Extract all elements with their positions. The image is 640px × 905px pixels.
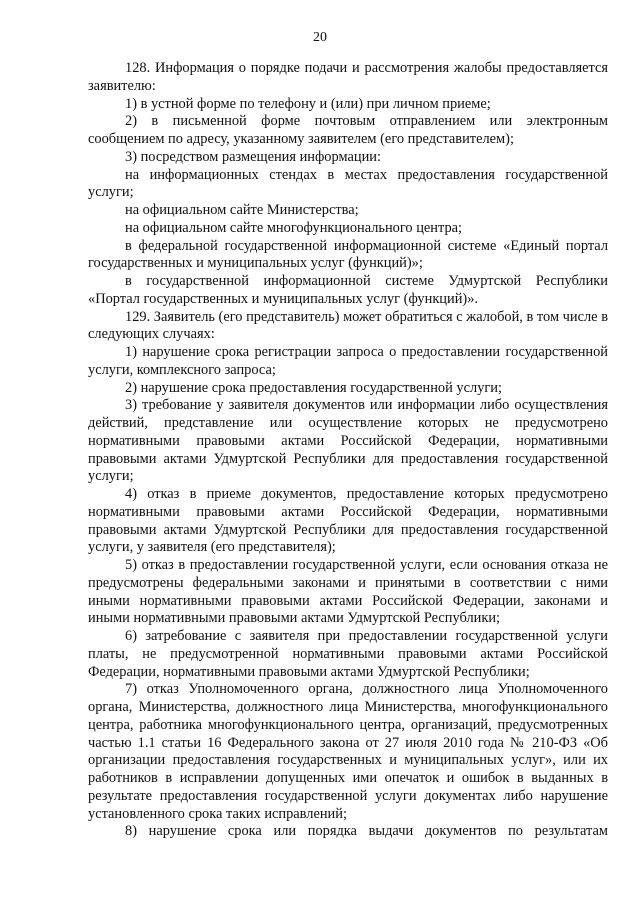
federal-portal-item: в федеральной государственной информационной системе «Единый портал государственных и муниципальных услуг (функций)»; (88, 237, 608, 272)
paragraph-128-intro: 128. Информация о порядке подачи и рассмотрения жалобы предоставляется заявителю: (88, 60, 608, 94)
case-5-service-refusal: 5) отказ в предоставлении государственной услуги, если основания отказа не предусмотрены федеральными законами и принятыми в соответствии с ними иными нормативными правовыми актами Российской Федерации, законами и иными нормативными правовыми актами Удмуртской Республики; (88, 557, 608, 627)
list-item-2-written: 2) в письменной форме почтовым отправлением или электронным сообщением по адресу, указанному заявителем (его представителем); (88, 113, 608, 147)
list-item-1-oral: 1) в устной форме по телефону и (или) при личном приеме; (125, 95, 491, 112)
regional-portal-item: в государственной информационной системе Удмуртской Республики «Портал государственных и муниципальных услуг (функций)». (88, 273, 608, 307)
list-item-3-publication: 3) посредством размещения информации: (125, 148, 381, 165)
case-1-registration-delay: 1) нарушение срока регистрации запроса о предоставлении государственной услуги, комплексного запроса; (88, 344, 608, 378)
case-6-unlawful-fee: 6) затребование с заявителя при предоставлении государственной услуги платы, не предусмотренной нормативными правовыми актами Российской Федерации, нормативными правовыми актами Удмуртской Республики; (88, 628, 608, 680)
paragraph-129-intro: 129. Заявитель (его представитель) может обратиться с жалобой, в том числе в следующих случаях: (88, 308, 608, 343)
case-7-correction-refusal: 7) отказ Уполномоченного органа, должностного лица Уполномоченного органа, Министерства, должностного лица Министерства, многофункционального центра, работника многофункционального центра, организаций, предусмотренных частью 1.1 статьи 16 Федерального закона от 27 июля 2010 года № 210-ФЗ «Об организации предоставления государственных и муниципальных услуг», или их работников в исправлении допущенных ими опечаток и ошибок в выданных в результате предоставления государственной услуги документах либо нарушение установленного срока таких исправлений; (88, 681, 608, 822)
page-number: 20 (313, 30, 327, 45)
ministry-site-item: на официальном сайте Министерства; (125, 202, 359, 218)
document-body (88, 60, 608, 841)
info-stands-item: на информационных стендах в местах предоставления государственной услуги; (88, 166, 608, 201)
case-2-service-delay: 2) нарушение срока предоставления государственной услуги; (125, 379, 502, 396)
case-4-document-refusal: 4) отказ в приеме документов, предоставление которых предусмотрено нормативными правовыми актами Российской Федерации, нормативными правовыми актами Удмуртской Республики для предоставления государственной услуги, у заявителя (его представителя); (88, 486, 608, 556)
case-8-issuance-violation: 8) нарушение срока или порядка выдачи документов по результатам (125, 823, 608, 840)
case-3-excess-documents: 3) требование у заявителя документов или информации либо осуществления действий, представление или осуществление которых не предусмотрено нормативными правовыми актами Российской Федерации, нормативными правовыми актами Удмуртской Республики для предоставления государственной услуги; (88, 397, 608, 485)
mfc-site-item: на официальном сайте многофункционального центра; (125, 219, 463, 236)
